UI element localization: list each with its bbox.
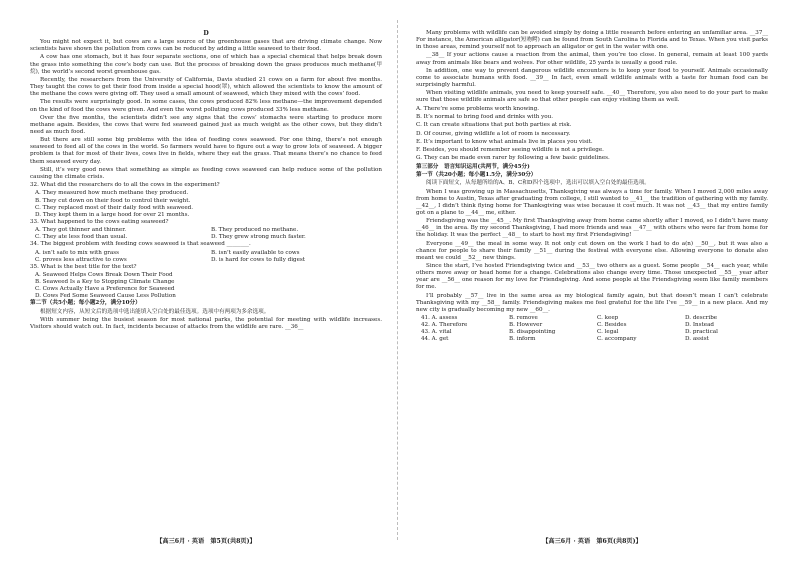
question-32-options — [30, 190, 382, 218]
passage-paragraph: With summer being the busiest season for most national parks, the potential for meeting with wildlife increases. Visitors should watch out. In fact, incidents because of attacks from the wildlife are rare. __36__ — [30, 317, 382, 331]
option: B. They produced no methane. — [211, 227, 299, 234]
option: B. disappointing — [509, 329, 556, 336]
answer-options-list — [416, 106, 768, 163]
passage-paragraph: But there are still some big problems with the idea of feeding cows seaweed. For one thing, there’s not enough seaweed to feed all of the cows in the world. So farmers would have to figure out a way to grow lots of seaweed. A bigger problem is that for most of their lives, cows live in fields, where they eat the grass. That means there’s no chance to feed them seaweed every day. — [30, 137, 382, 165]
option: B. inform — [509, 336, 536, 343]
passage-paragraph: Still, it’s very good news that something as simple as feeding cows seaweed can help reduce some of the pollution causing the climate crisis. — [30, 166, 382, 180]
option: 44. A. get — [421, 336, 449, 343]
option: D. Cows Fed Some Seaweed Cause Less Pollution — [35, 293, 176, 300]
option: C. legal — [597, 329, 619, 336]
passage-paragraph: The results were surprisingly good. In some cases, the cows produced 82% less methane—the improvement depended on the kind of food the cows were given. And even the worst polluting cows produced 33% less methane. — [30, 99, 382, 113]
answer-option: G. They can be made even rarer by following a few basic guidelines. — [416, 155, 610, 162]
option: B. However — [509, 322, 543, 329]
cloze-paragraph: I’ll probably __57__ live in the same area as my biological family again, but that doesn’t mean I can’t celebrate Thanksgiving with my __58__ family. Friendsgiving makes me feel grateful for the life I’ve __59__ in a new place. And my new city is gradually becoming my new __60__. — [416, 292, 768, 313]
cloze-paragraph: Since the start, I’ve hosted Friendsgiving twice and __53__ two others as a guest. Some people __54__ each year, while others move away or head home for a change. Celebrations also change every time. Those unexpected __55__ year after year are __56__ one reason for my love for Friendsgiving. And some people at the Friendsgiving seem like family members for me. — [416, 263, 768, 291]
column-divider — [397, 20, 398, 540]
section-instructions: 阅读下面短文，从每题所给的A、B、C和D四个选项中，选出可以填入空白处的最佳选项。 — [426, 180, 650, 187]
answer-option: D. Of course, giving wildlife a lot of room is necessary. — [416, 130, 571, 137]
option: D. practical — [685, 329, 718, 336]
passage-title: D — [203, 30, 209, 37]
passage-paragraph: Many problems with wildlife can be avoided simply by doing a little research before entering an unfamiliar area. __37__ For instance, the American alligator(短吻鳄) can be found from South Carolina to Florida and to Texas. When you visit parks in those areas, remind yourself not to approach an alligator or get in the water with one. — [416, 30, 768, 51]
option: D. They kept them in a large hood for over 21 months. — [35, 211, 190, 218]
option: D. is hard for cows to fully digest — [211, 256, 306, 263]
option: C. Besides — [597, 322, 627, 329]
part-heading: 第三部分 语言知识运用(共两节，满分45分) — [416, 163, 530, 170]
passage-paragraph: When visiting wildlife animals, you need to keep yourself safe. __40__ Therefore, you also need to do your part to make sure that those wildlife animals are safe so that other people can enjoy visiting them as well. — [416, 90, 768, 104]
answer-option: B. It’s normal to bring food and drinks with you. — [416, 113, 554, 120]
left-column — [30, 30, 382, 332]
passage-paragraph: Over the five months, the scientists didn’t see any signs that the cows’ stomachs were starting to produce more methane again. Besides, the cows that were fed seaweed gained just as much weight as the other cows, but they didn’t need as much food. — [30, 114, 382, 135]
right-column — [416, 30, 768, 343]
cloze-paragraph: Everyone __49__ the meal in some way. It not only cut down on the work I had to do a(n) __50__, but it was also a chance for people to share their family __51__ during the festival with everyone else. Allowing everyone to donate also meant we could __52__ new things. — [416, 240, 768, 261]
option: 43. A. vital — [421, 329, 452, 336]
option: C. proves less attractive to cows — [35, 256, 127, 263]
answer-option: A. There’re some problems worth knowing. — [416, 105, 540, 112]
option: D. describe — [685, 315, 718, 322]
passage-paragraph: You might not expect it, but cows are a large source of the greenhouse gases that are driving climate change. Now scientists have shown the pollution from cows can be reduced by adding a little seaweed to their food. — [30, 39, 382, 53]
question-41-options — [416, 315, 768, 322]
option: 41. A. assess — [421, 315, 458, 322]
section-instructions: 根据短文内容，从短文后的选项中选出能填入空白处的最佳选项。选项中有两项为多余选项。 — [40, 308, 270, 315]
cloze-paragraph: Friendsgiving was the __45__. My first Thanksgiving away from home came shortly after I moved, so I didn’t have many __46__ in the area. By my second Thanksgiving, I had more friends and was __47__ with others who were far from home for the holiday. It was the perfect __48__ to start to host my first Friendsgiving! — [416, 218, 768, 239]
question-35-options — [30, 272, 382, 300]
question-34: 34. The biggest problem with feeding cows seaweed is that seaweed ________. — [30, 241, 251, 248]
option: C. keep — [597, 315, 619, 322]
option: A. Seaweed Helps Cows Break Down Their Food — [35, 272, 173, 279]
answer-option: E. It’s important to know what animals live in places you visit. — [416, 138, 593, 145]
answer-option: C. It can create situations that put both parties at risk. — [416, 122, 572, 129]
option: D. assist — [685, 336, 709, 343]
question-34-options — [30, 250, 382, 264]
option: B. Seaweed Is a Key to Stopping Climate Change — [35, 279, 175, 286]
question-32: 32. What did the researchers do to all the cows in the experiment? — [30, 182, 220, 189]
option: C. They ate less food than usual. — [35, 234, 128, 241]
option: B. remove — [509, 315, 538, 322]
page-footer-left: 【高三6月 · 英语 第5页(共8页)】 — [156, 538, 256, 545]
passage-paragraph: A cow has one stomach, but it has four separate sections, one of which has a special chemical that helps break down the grass into something the cow’s body can use. But the process of breaking down the grass produces much methane(甲烷), the world’s second worst greenhouse gas. — [30, 54, 382, 75]
answer-option: F. Besides, you should remember seeing wildlife is not a privilege. — [416, 147, 604, 154]
option: B. isn’t easily available to cows — [211, 249, 300, 256]
question-33-options — [30, 227, 382, 241]
question-43-options — [416, 329, 768, 336]
passage-paragraph: __38__ If your actions cause a reaction from the animal, then you’re too close. In general, remain at least 100 yards away from animals like bears and wolves. For other wildlife, 25 yards is usually a good rule. — [416, 52, 768, 66]
option: C. Cows Actually Have a Preference for Seaweed — [35, 286, 175, 293]
question-44-options — [416, 336, 768, 343]
option: B. They cut down on their food to control their weight. — [35, 197, 191, 204]
section-heading: 第二节（共5小题；每小题2分，满分10分） — [30, 300, 141, 307]
option: 42. A. Therefore — [421, 322, 468, 329]
question-35: 35. What is the best title for the text? — [30, 263, 137, 270]
passage-paragraph: In addition, one way to prevent dangerous wildlife encounters is to keep your food to yourself. Animals occasionally come to associate humans with food. __39__ In fact, even small wildlife animals with a taste for human food can be surprisingly harmful. — [416, 67, 768, 89]
option: A. isn’t safe to mix with grass — [35, 249, 119, 256]
option: A. They measured how much methane they produced. — [35, 190, 189, 197]
question-42-options — [416, 322, 768, 329]
option: D. They grew strong much faster. — [211, 234, 306, 241]
option: C. They replaced most of their daily food with seaweed. — [35, 204, 193, 211]
cloze-paragraph: When I was growing up in Massachusetts, Thanksgiving was always a time for family. When I moved 2,000 miles away from home to Austin, Texas after graduating from college, I still wanted to __41__ the tradition of gathering with my family. __42__, I didn’t think flying home for Thanksgiving was wise because it cost much. It was not __43__ that my entire family got on a plane to __44__ me, either. — [416, 188, 768, 216]
option: D. Instead — [685, 322, 714, 329]
option: A. They got thinner and thinner. — [35, 227, 127, 234]
section-heading: 第一节（共20小题；每小题1.5分，满分30分） — [416, 171, 537, 178]
option: C. accompany — [597, 336, 637, 343]
passage-paragraph: Recently, the researchers from the University of California, Davis studied 21 cows on a farm for about five months. They taught the cows to get their food from inside a special hood(罩), which allowed the scientists to know the amount of the methane the cows were giving off. They used a small amount of seaweed, which they mixed with the cows’ food. — [30, 76, 382, 98]
question-33: 33. What happened to the cows eating seaweed? — [30, 218, 169, 225]
page-footer-right: 【高三6月 · 英语 第6页(共8页)】 — [542, 538, 642, 545]
